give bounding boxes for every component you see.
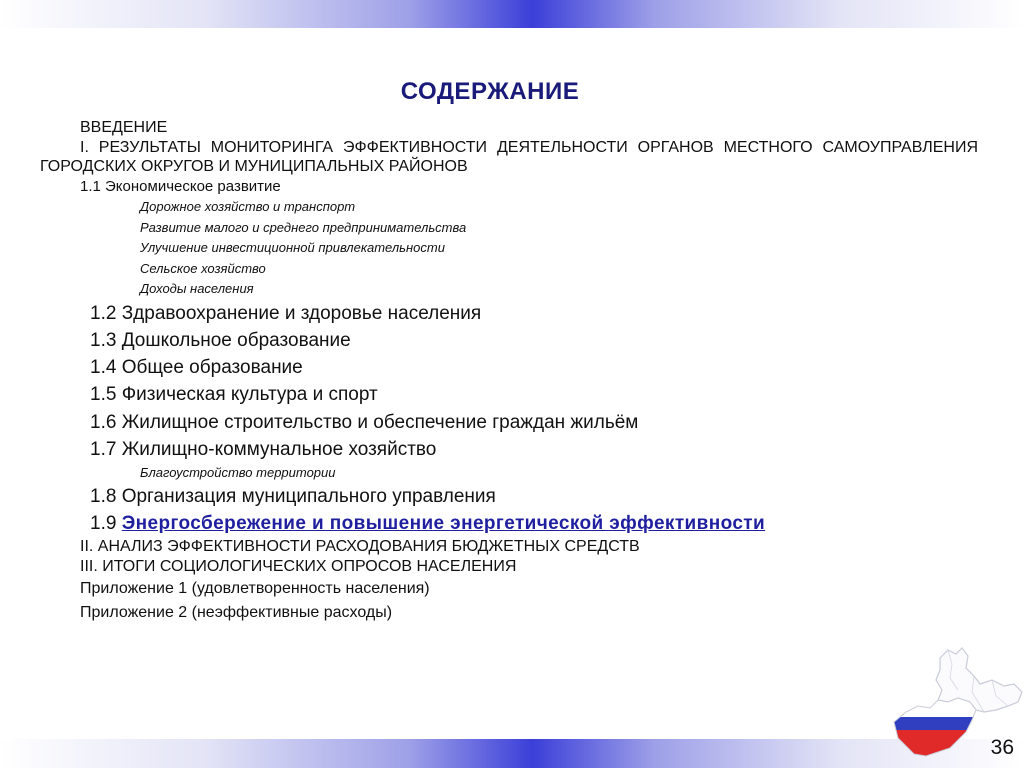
- toc-item-1-5: 1.5 Физическая культура и спорт: [90, 384, 378, 406]
- toc-item-1-2: 1.2 Здравоохранение и здоровье населения: [90, 302, 482, 324]
- toc-section-1: I. РЕЗУЛЬТАТЫ МОНИТОРИНГА ЭФФЕКТИВНОСТИ ДЕЯТЕЛЬНОСТИ ОРГАНОВ МЕСТНОГО САМОУПРАВЛЕНИЯ ГОРОДСКИХ ОКРУГОВ И МУНИЦИПАЛЬНЫХ РАЙОНОВ: [40, 139, 978, 175]
- toc-subitem: Благоустройство территории: [140, 465, 336, 481]
- toc-item-1-9-number: 1.9: [90, 513, 117, 535]
- toc-subitem: Доходы населения: [140, 281, 254, 296]
- toc-subitem: Улучшение инвестиционной привлекательности: [140, 240, 445, 255]
- energy-saving-link[interactable]: Энергосбережение и повышение энергетической эффективности: [121, 513, 766, 535]
- toc-item-1-1: 1.1 Экономическое развитие: [80, 178, 281, 195]
- toc-intro: ВВЕДЕНИЕ: [80, 119, 168, 136]
- toc-item-1-8: 1.8 Организация муниципального управления: [90, 486, 496, 508]
- toc-section-3: III. ИТОГИ СОЦИОЛОГИЧЕСКИХ ОПРОСОВ НАСЕЛЕНИЯ: [80, 558, 517, 576]
- page-title: СОДЕРЖАНИЕ: [400, 78, 580, 105]
- bottom-gradient-band: [0, 739, 1024, 768]
- toc-subitem: Дорожное хозяйство и транспорт: [140, 199, 356, 214]
- toc-item-1-9: [40, 510, 978, 537]
- toc-appendix-1: Приложение 1 (удовлетворенность населения): [80, 580, 430, 598]
- toc-appendix-2: Приложение 2 (неэффективные расходы): [80, 604, 393, 622]
- table-of-contents: [40, 118, 978, 625]
- toc-item-1-4: 1.4 Общее образование: [90, 357, 303, 379]
- page-number: 36: [990, 736, 1014, 759]
- toc-subitem: Сельское хозяйство: [140, 260, 266, 276]
- toc-item-1-3: 1.3 Дошкольное образование: [90, 329, 351, 351]
- toc-item-1-6: 1.6 Жилищное строительство и обеспечение граждан жильём: [90, 411, 639, 433]
- top-gradient-band: [0, 0, 1024, 28]
- toc-item-1-7: 1.7 Жилищно-коммунальное хозяйство: [90, 438, 437, 460]
- toc-subitem: Развитие малого и среднего предпринимательства: [140, 219, 467, 235]
- toc-section-2: II. АНАЛИЗ ЭФФЕКТИВНОСТИ РАСХОДОВАНИЯ БЮДЖЕТНЫХ СРЕДСТВ: [80, 538, 640, 556]
